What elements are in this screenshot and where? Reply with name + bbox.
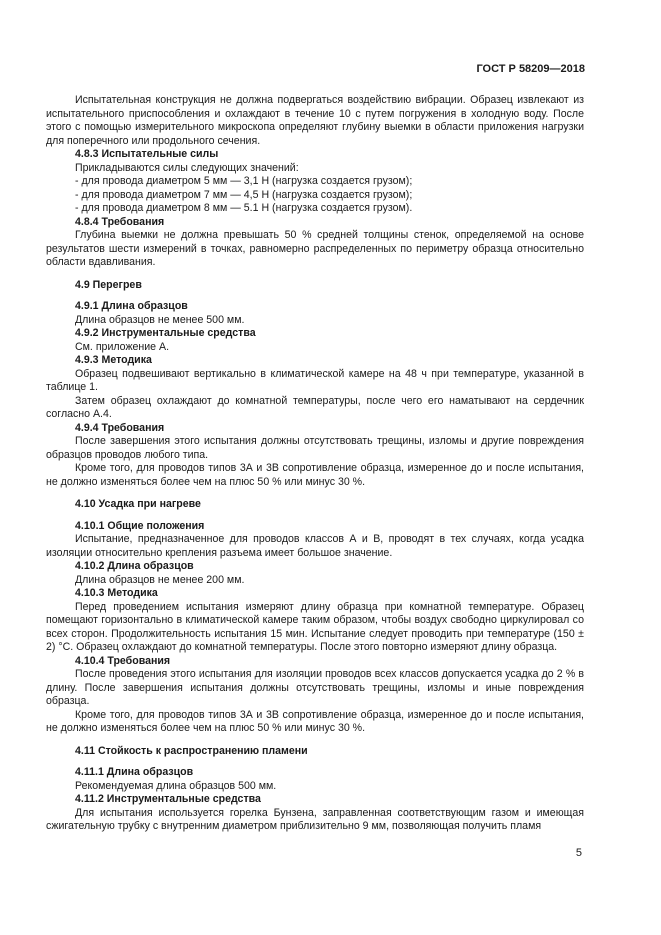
paragraph: Длина образцов не менее 200 мм. — [75, 573, 245, 586]
section-heading: 4.8.4 Требования — [75, 215, 165, 228]
section-heading: 4.9.3 Методика — [75, 354, 152, 366]
paragraph: После проведения этого испытания для изоляции проводов всех классов допускается усадка до 2 % в длину. После завершения испытания должны отсутствовать трещины, изломы и иные повреждения образца. — [46, 668, 584, 707]
section-heading: 4.11.1 Длина образцов — [75, 766, 194, 778]
section-heading: 4.9 Перегрев — [75, 278, 142, 291]
section-heading: 4.9.4 Требования — [75, 421, 165, 434]
section-heading: 4.11.2 Инструментальные средства — [75, 793, 261, 805]
standard-header: ГОСТ Р 58209—2018 — [476, 63, 585, 75]
list-item: - для провода диаметром 7 мм — 4,5 Н (нагрузка создается грузом); — [75, 188, 413, 201]
section-heading: 4.10.4 Требования — [75, 654, 171, 667]
paragraph: Для испытания используется горелка Бунзена, заправленная соответствующим газом и имеющая сжигательную трубку с внутренним диаметром приблизительно 9 мм, позволяющая получить пламя — [46, 806, 584, 832]
paragraph: Кроме того, для проводов типов 3А и 3В сопротивление образца, измеренное до и после испытания, не должно изменяться более чем на плюс 50 % или минус 30 %. — [46, 462, 584, 488]
section-heading: 4.9.1 Длина образцов — [75, 300, 188, 312]
paragraph: Рекомендуемая длина образцов 500 мм. — [75, 779, 277, 792]
paragraph: Прикладываются силы следующих значений: — [75, 161, 299, 174]
section-heading: 4.10 Усадка при нагреве — [75, 498, 201, 510]
list-item: - для провода диаметром 8 мм — 5.1 Н (нагрузка создается грузом). — [75, 202, 413, 214]
document-body — [46, 94, 584, 834]
paragraph: Кроме того, для проводов типов 3А и 3В сопротивление образца, измеренное до и после испытания, не должно изменяться более чем на плюс 50 % или минус 30 %. — [46, 708, 584, 734]
list-item: - для провода диаметром 5 мм — 3,1 Н (нагрузка создается грузом); — [75, 175, 413, 187]
section-heading: 4.11 Стойкость к распространению пламени — [75, 744, 308, 757]
paragraph: После завершения этого испытания должны отсутствовать трещины, изломы и другие повреждения образцов проводов любого типа. — [46, 435, 584, 461]
paragraph: Образец подвешивают вертикально в климатической камере на 48 ч при температуре, указанной в таблице 1. — [46, 367, 584, 393]
page-number: 5 — [575, 847, 582, 859]
paragraph: Затем образец охлаждают до комнатной температуры, после чего его наматывают на сердечник согласно А.4. — [46, 394, 584, 420]
paragraph: Испытание, предназначенное для проводов классов А и В, проводят в тех случаях, когда усадка изоляции относительно крепления разъема имеет большое значение. — [46, 533, 584, 559]
section-heading: 4.10.3 Методика — [75, 587, 158, 599]
section-heading: 4.9.2 Инструментальные средства — [75, 327, 256, 339]
section-heading: 4.10.2 Длина образцов — [75, 560, 194, 572]
paragraph: Испытательная конструкция не должна подвергаться воздействию вибрации. Образец извлекают из испытательного приспособления и охлаждают в течение 10 с путем погружения в холодную воду. После этого с помощью измерительного микроскопа определяют глубину выемки в области приложения нагрузки для поперечного или продольного сечения. — [46, 94, 584, 147]
paragraph: Перед проведением испытания измеряют длину образца при комнатной температуре. Образец помещают горизонтально в климатической камере таким образом, чтобы воздух свободно циркулировал со всех сторон. Продолжительность испытания 15 мин. Испытание следует проводить при температуре (150 ± 2) °С. Образец охлаждают до комнатной температуры. После этого повторно измеряют длину образца. — [46, 600, 584, 653]
paragraph: Длина образцов не менее 500 мм. — [75, 313, 245, 326]
section-heading: 4.10.1 Общие положения — [75, 519, 205, 532]
paragraph: См. приложение А. — [75, 340, 170, 353]
paragraph: Глубина выемки не должна превышать 50 % средней толщины стенок, определяемой на основе результатов шести измерений в точках, равномерно распределенных по периметру образца относительно области вдавливания. — [46, 229, 584, 268]
section-heading: 4.8.3 Испытательные силы — [75, 148, 219, 160]
